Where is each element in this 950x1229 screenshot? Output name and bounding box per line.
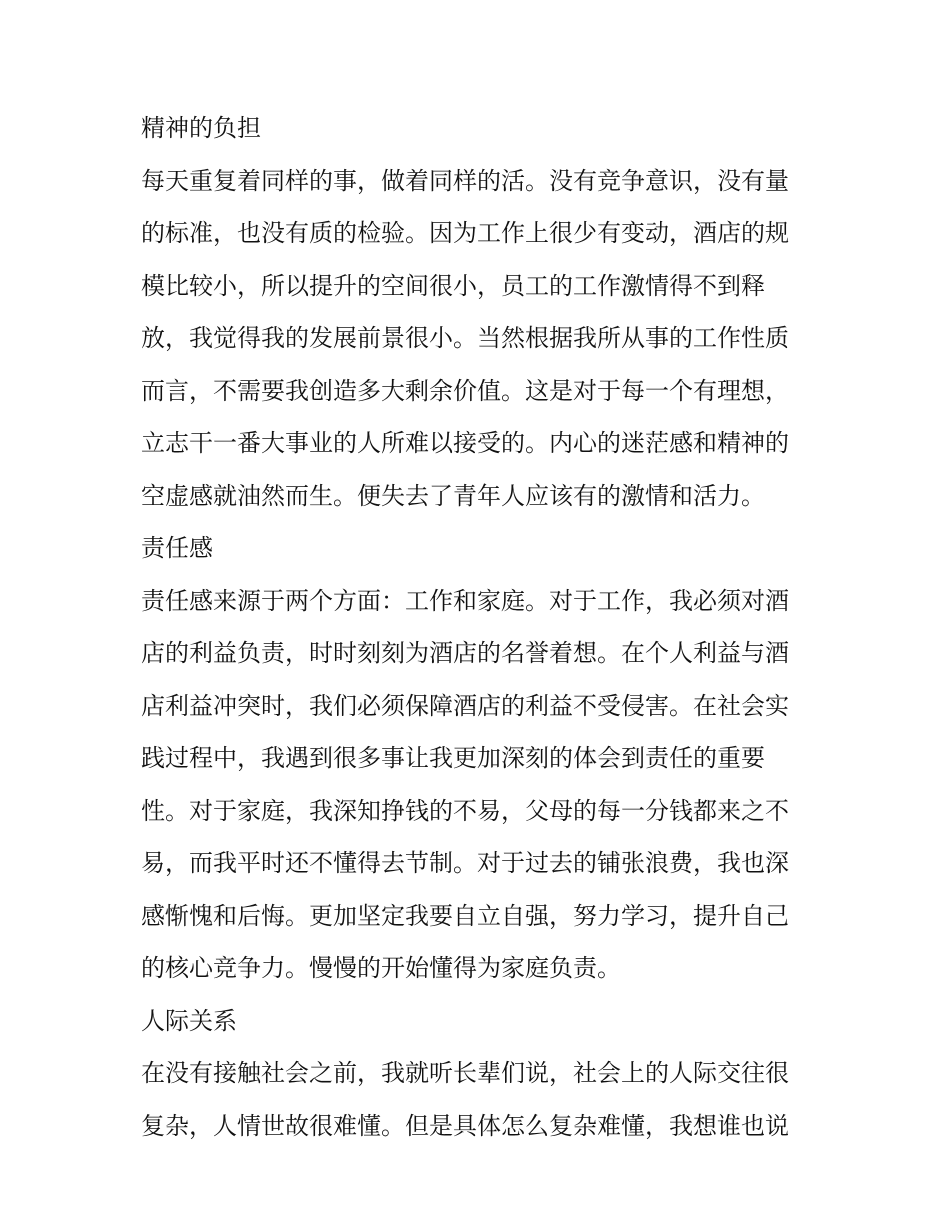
paragraph-line: 店利益冲突时，我们必须保障酒店的利益不受侵害。在社会实 <box>141 691 789 720</box>
paragraph-line: 模比较小，所以提升的空间很小，员工的工作激情得不到释 <box>141 271 765 300</box>
paragraph-line: 店的利益负责，时时刻刻为酒店的名誉着想。在个人利益与酒 <box>141 639 789 667</box>
section-heading: 人际关系 <box>141 1006 237 1035</box>
paragraph-line: 践过程中，我遇到很多事让我更加深刻的体会到责任的重要 <box>141 744 765 772</box>
paragraph-line: 放，我觉得我的发展前景很小。当然根据我所从事的工作性质 <box>141 324 789 352</box>
section-heading: 责任感 <box>141 534 213 562</box>
paragraph-line: 易，而我平时还不懂得去节制。对于过去的铺张浪费，我也深 <box>141 849 789 877</box>
section-heading: 精神的负担 <box>141 114 261 142</box>
paragraph-line: 的核心竞争力。慢慢的开始懂得为家庭负责。 <box>141 954 621 982</box>
paragraph-line: 复杂，人情世故很难懂。但是具体怎么复杂难懂，我想谁也说 <box>141 1111 789 1140</box>
paragraph-line: 而言，不需要我创造多大剩余价值。这是对于每一个有理想， <box>141 376 789 405</box>
paragraph-line: 在没有接触社会之前，我就听长辈们说，社会上的人际交往很 <box>141 1059 789 1087</box>
paragraph-line: 每天重复着同样的事，做着同样的活。没有竞争意识，没有量 <box>141 166 789 195</box>
paragraph-line: 性。对于家庭，我深知挣钱的不易，父母的每一分钱都来之不 <box>141 796 789 825</box>
paragraph-line: 立志干一番大事业的人所难以接受的。内心的迷茫感和精神的 <box>141 429 789 457</box>
document-body <box>141 102 821 1152</box>
paragraph-line: 责任感来源于两个方面：工作和家庭。对于工作，我必须对酒 <box>141 586 789 615</box>
paragraph-line: 感惭愧和后悔。更加坚定我要自立自强，努力学习，提升自己 <box>141 901 789 930</box>
paragraph-line: 的标准，也没有质的检验。因为工作上很少有变动，酒店的规 <box>141 219 789 247</box>
paragraph-line: 空虚感就油然而生。便失去了青年人应该有的激情和活力。 <box>141 481 765 510</box>
